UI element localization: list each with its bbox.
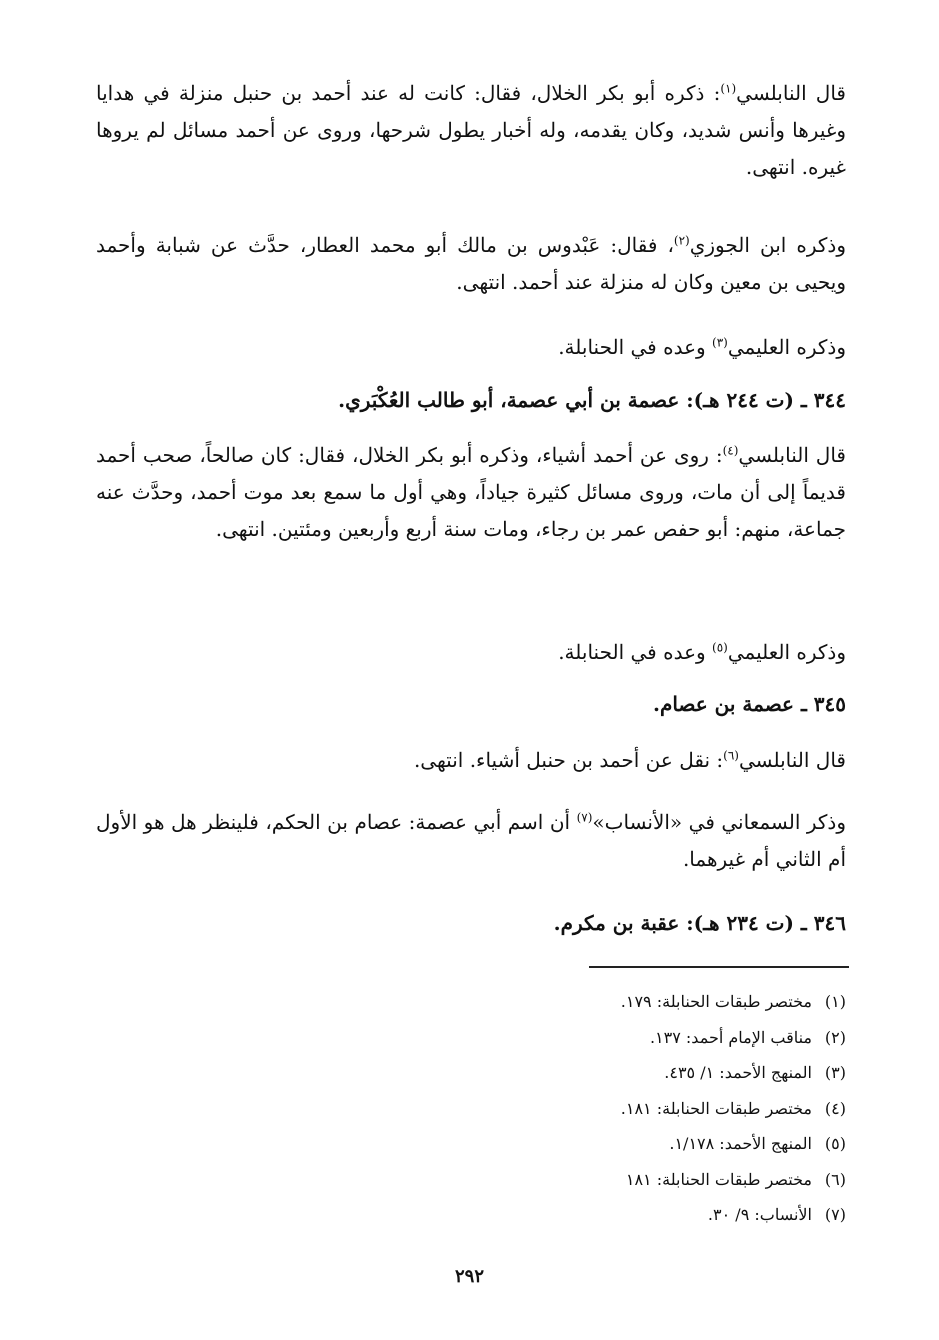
entry-heading-345: ٣٤٥ ـ عصمة بن عصام. [652,692,846,716]
entry-heading-344: ٣٤٤ ـ (ت ٢٤٤ هـ): عصمة بن أبي عصمة، أبو طالب العُكْبَري. [338,388,846,412]
footnote-ref: (٣) [712,335,728,350]
footnote-number: (٤) [824,1098,846,1118]
footnote-ref: (٤) [722,443,739,458]
paragraph-nabulsi-isam [96,742,846,779]
footnote-item [446,1091,846,1127]
footnote-ref: (١) [720,81,737,96]
footnote-number: (٢) [824,1027,846,1047]
paragraph-lead: قال النابلسي [738,443,846,467]
paragraph-text: : ذكره أبو بكر الخلال، فقال: كانت له عند أحمد بن حنبل منزلة في هدايا وغيرها وأنس شديد، وكان يقدمه، وله أخبار يطول شرحها، وروى عن أحمد مسائل لم يروها غيره. انتهى. [96,81,846,179]
footnote-item [446,1162,846,1198]
paragraph-text: : روى عن أحمد أشياء، وذكره أبو بكر الخلال، فقال: كان صالحاً، صحب أحمد قديماً إلى أن مات، وروى مسائل كثيرة جياداً، وهي أول ما سمع بعد موت أحمد، وحدَّث عنه جماعة، منهم: أبو حفص عمر بن رجاء، ومات سنة أربع وأربعين ومئتين. انتهى. [96,443,846,541]
footnote-text: المنهج الأحمد: ١/ ٤٣٥. [664,1063,812,1082]
paragraph-lead: وذكره العليمي [727,640,846,664]
footnote-item [446,1197,846,1233]
paragraph-text: : نقل عن أحمد بن حنبل أشياء. انتهى. [413,748,724,772]
footnote-text: مختصر طبقات الحنابلة: ١٧٩. [620,992,812,1011]
paragraph-ibn-jawzi [96,227,846,301]
paragraph-ulaymi-1 [96,329,846,366]
paragraph-nabulsi-isma [96,437,846,548]
footnote-item [446,1055,846,1091]
footnote-text: مختصر طبقات الحنابلة: ١٨١. [620,1098,812,1118]
paragraph-samani [96,804,846,878]
paragraph-text: ، فقال: عَبْدوس بن مالك أبو محمد العطار، حدَّث عن شبابة وأحمد ويحيى بن معين وكان له منزلة عند أحمد. انتهى. [96,233,846,294]
paragraph-text: وعده في الحنابلة. [558,640,713,664]
footnote-ref: (٦) [723,748,739,763]
footnote-item [446,1020,846,1056]
footnote-divider [589,966,849,968]
footnote-item [446,1126,846,1162]
paragraph-lead: قال النابلسي [738,748,846,772]
footnotes-list [446,984,846,1233]
paragraph-lead: وذكر السمعاني في «الأنساب» [592,810,846,834]
entry-heading-346: ٣٤٦ ـ (ت ٢٣٤ هـ): عقبة بن مكرم. [553,911,846,935]
footnote-text: مناقب الإمام أحمد: ١٣٧. [649,1027,812,1047]
footnote-number: (٦) [824,1169,846,1189]
paragraph-lead: وذكره العليمي [727,335,846,359]
page-number: ٢٩٢ [454,1266,484,1287]
paragraph-text: وعده في الحنابلة. [558,335,713,359]
paragraph-lead: قال النابلسي [736,81,846,105]
footnote-text: المنهج الأحمد: ١/١٧٨. [669,1134,812,1153]
footnote-ref: (٥) [712,640,728,655]
footnote-item [446,984,846,1020]
paragraph-text: أن اسم أبي عصمة: عصام بن الحكم، فلينظر هل هو الأول أم الثاني أم غيرهما. [96,810,846,871]
footnote-text: مختصر طبقات الحنابلة: ١٨١ [625,1169,812,1189]
footnote-ref: (٢) [673,233,690,248]
paragraph-lead: وذكره ابن الجوزي [689,233,846,257]
paragraph-ulaymi-2 [96,634,846,671]
paragraph-nabulsi-abdus [96,75,846,186]
footnote-ref: (٧) [576,810,593,825]
footnote-number: (٣) [824,1063,846,1082]
footnote-number: (٥) [824,1134,846,1153]
footnote-number: (١) [824,992,846,1011]
footnote-text: الأنساب: ٩/ ٣٠. [707,1205,812,1224]
footnote-number: (٧) [824,1205,846,1224]
